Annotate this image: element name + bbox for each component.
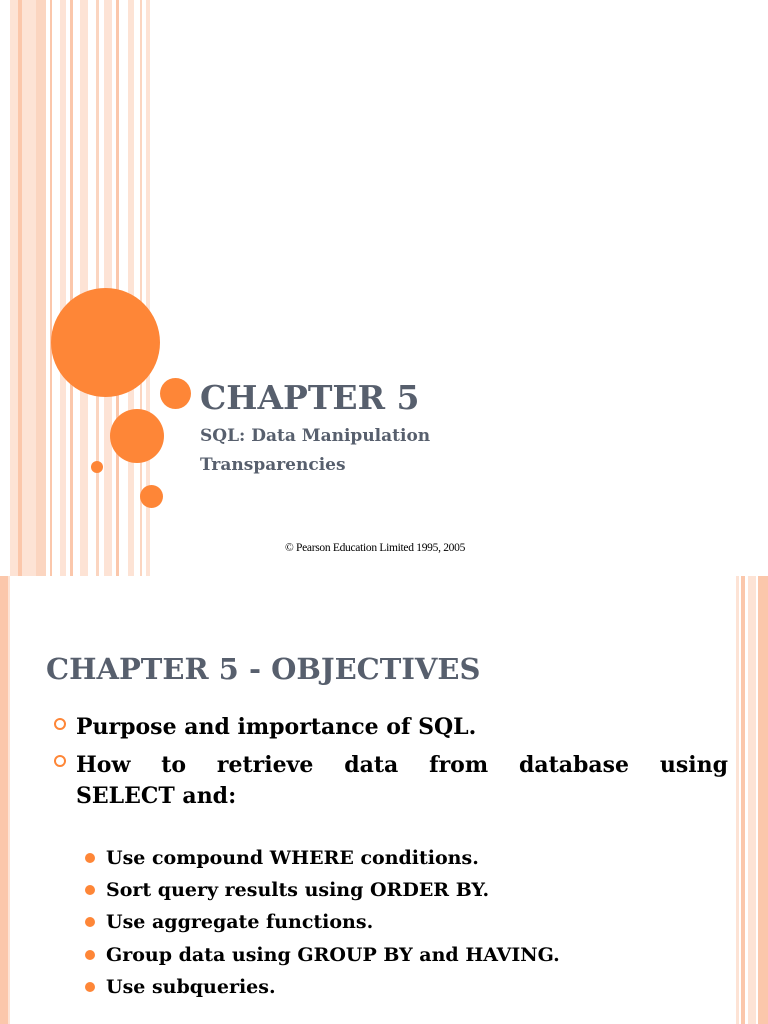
- decorative-stripe: [60, 0, 66, 576]
- dot-bullet-icon: [85, 950, 95, 960]
- sub-list-item: Group data using GROUP BY and HAVING.: [106, 944, 560, 966]
- copyright-notice: © Pearson Education Limited 1995, 2005: [284, 542, 466, 554]
- decorative-stripe: [758, 576, 768, 1024]
- decorative-circle: [140, 485, 163, 508]
- dot-bullet-icon: [85, 917, 95, 927]
- sub-list-item: Use compound WHERE conditions.: [106, 847, 479, 869]
- dot-bullet-icon: [85, 982, 95, 992]
- slide-title: CHAPTER 5: [200, 378, 420, 417]
- sub-list-item: Sort query results using ORDER BY.: [106, 879, 490, 901]
- decorative-stripe: [70, 0, 73, 576]
- dot-bullet-icon: [85, 853, 95, 863]
- decorative-stripe: [0, 576, 8, 1024]
- objective-item: How to retrieve data from database using: [76, 752, 728, 778]
- dot-bullet-icon: [85, 885, 95, 895]
- decorative-stripe: [50, 0, 52, 576]
- decorative-stripe: [80, 0, 88, 576]
- decorative-stripe: [8, 576, 10, 1024]
- decorative-circle: [91, 461, 103, 473]
- slide-title: CHAPTER 5 - OBJECTIVES: [46, 652, 481, 686]
- slide-subtitle: SQL: Data Manipulation: [200, 426, 431, 446]
- decorative-circle: [110, 409, 164, 463]
- sub-list-item: Use subqueries.: [106, 976, 276, 998]
- ring-bullet-icon: [54, 718, 66, 730]
- ring-bullet-icon: [54, 755, 66, 767]
- decorative-stripe: [748, 576, 756, 1024]
- decorative-stripe: [36, 0, 46, 576]
- decorative-stripe: [10, 0, 36, 576]
- decorative-stripe: [128, 0, 134, 576]
- slide-subtitle: Transparencies: [200, 455, 346, 475]
- decorative-circle: [160, 378, 191, 409]
- decorative-stripe: [736, 576, 739, 1024]
- decorative-stripe: [18, 0, 22, 576]
- objective-item: Purpose and importance of SQL.: [76, 714, 477, 740]
- decorative-stripe: [741, 576, 745, 1024]
- sub-list-item: Use aggregate functions.: [106, 911, 374, 933]
- decorative-circle-large: [51, 288, 160, 397]
- objective-item-continued: SELECT and:: [76, 783, 237, 809]
- decorative-stripe: [116, 0, 119, 576]
